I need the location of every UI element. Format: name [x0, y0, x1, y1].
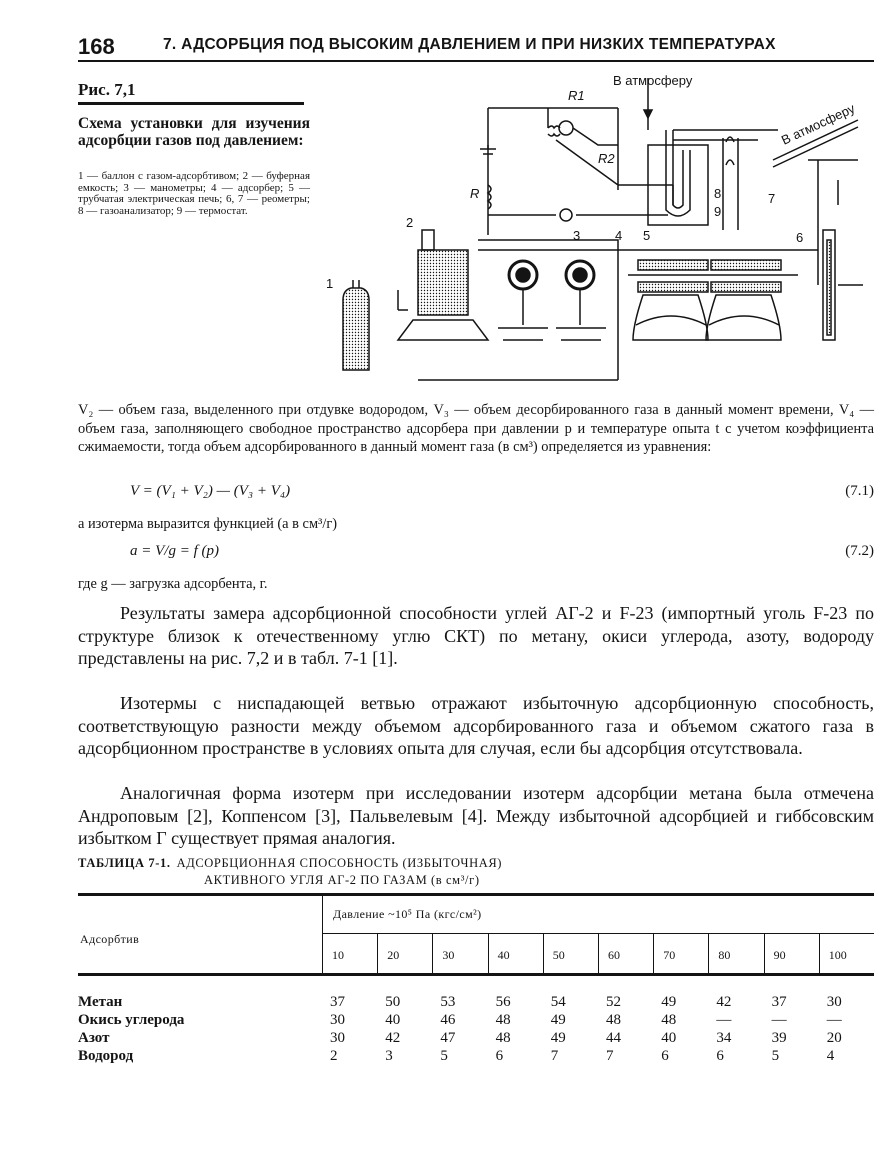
table-cell: 30	[330, 1012, 345, 1028]
table-stub-header: Адсорбтив	[80, 932, 140, 946]
table-cell: 30	[826, 994, 842, 1010]
table-pressure-header: 60	[608, 948, 620, 962]
label-r1: R1	[568, 88, 585, 103]
table-cell: 44	[606, 1030, 621, 1046]
table-cell: 49	[661, 994, 677, 1010]
label-8: 8	[714, 186, 722, 201]
label-5: 5	[643, 228, 651, 243]
table-row-name: Окись углерода	[78, 1012, 185, 1028]
table-cell: 48	[661, 1012, 677, 1028]
table-cell: 7	[550, 1048, 559, 1064]
table-cell: 3	[385, 1048, 393, 1064]
table-column-divider	[432, 933, 433, 973]
table-cell: 39	[771, 1030, 787, 1046]
table-cell: 7	[606, 1048, 614, 1064]
label-r2: R2	[598, 151, 615, 166]
table-cell: 49	[550, 1012, 566, 1028]
table-column-divider	[377, 933, 378, 973]
table-cell: 54	[550, 994, 566, 1010]
figure-label: Рис. 7,1	[78, 80, 136, 99]
table-pressure-header: 50	[552, 948, 565, 962]
table-row-name: Метан	[78, 994, 123, 1010]
table-cell: 34	[716, 1030, 732, 1046]
table-caption-line1: АДСОРБЦИОННАЯ СПОСОБНОСТЬ (ИЗБЫТОЧНАЯ)	[176, 856, 503, 870]
table-row-name: Водород	[78, 1048, 134, 1064]
table-pressure-header: 30	[442, 948, 455, 962]
label-to-atmosphere-1: В атмосферу	[613, 73, 693, 88]
table-cell: 40	[385, 1012, 401, 1028]
rheometer-6	[823, 230, 835, 340]
table-column-divider	[708, 933, 709, 973]
equation-number-7-2: (7.2)	[845, 543, 874, 559]
label-7: 7	[768, 191, 776, 206]
paragraph-results: Результаты замера адсорбционной способности углей АГ-2 и F-23 (импортный уголь F-23 по структуре близок к отечественному углю СКТ) по метану, окиси углерода, азоту, водороду представлены на рис. 7,2 и в табл. 7-1 [1].	[78, 603, 874, 668]
paragraph-volumes: V₂ — объем газа, выделенного при отдувке водородом, V₃ — объем десорбированного газа в данный момент времени, V₄ — объем газа, заполняющего свободное пространство адсорбера при давлении p и температуре опыта t с учетом коэффициента сжимаемости, тогда объем адсорбированного в данный момент газа (в см³) определяется из уравнения:	[78, 402, 874, 455]
figure-legend: 1 — баллон с газом-адсорбтивом; 2 — буферная емкость; 3 — манометры; 4 — адсорбер; 5 — трубчатая электрическая печь; 6, 7 — реометры; 8 — газоанализатор; 9 — термостат.	[78, 170, 310, 217]
paragraph-isotherms: Изотермы с ниспадающей ветвью отражают избыточную адсорбционную способность, соответствующую разности между объемом адсорбированного газа и объемом сжатого газа в адсорбционном пространстве в условиях опыта для случая, если бы адсорбция отсутствовала.	[78, 693, 874, 758]
table-top-rule	[78, 893, 874, 896]
page-number: 168	[78, 34, 115, 59]
table-group-header: Давление ~10⁵ Па (кгс/см²)	[333, 907, 482, 921]
label-to-atmosphere-2: В атмосферу	[778, 100, 858, 148]
buffer-vessel-2	[398, 230, 488, 340]
table-cell: 5	[771, 1048, 780, 1064]
table-pressure-header: 90	[773, 948, 786, 962]
table-cell: 48	[606, 1012, 621, 1028]
table-cell: 37	[330, 994, 345, 1010]
table-column-divider	[488, 933, 489, 973]
label-1: 1	[326, 276, 334, 291]
equation-7-1: V = (V₁ + V₂) — (V₃ + V₄)	[130, 483, 291, 499]
label-2: 2	[406, 215, 414, 230]
table-header-rule	[78, 973, 874, 976]
table-cell: 52	[606, 994, 621, 1010]
table-column-divider	[543, 933, 544, 973]
label-r: R	[470, 186, 480, 201]
table-pressure-header: 100	[828, 948, 847, 962]
table-cell: 6	[661, 1048, 669, 1064]
label-6: 6	[796, 230, 804, 245]
table-pressure-header: 20	[387, 948, 400, 962]
table-cell: 53	[440, 994, 456, 1010]
table-cell: 30	[330, 1030, 345, 1046]
table-caption	[78, 855, 502, 889]
table-cell: 48	[495, 1012, 511, 1028]
table-cell: 56	[495, 994, 511, 1010]
table-cell: 49	[550, 1030, 566, 1046]
table-cell: 6	[716, 1048, 724, 1064]
table-pressure-header: 40	[497, 948, 510, 962]
table-cell: —	[716, 1012, 732, 1028]
table-column-divider	[764, 933, 765, 973]
table-pressure-header: 10	[332, 948, 344, 962]
equation-7-2: a = V/g = f (p)	[130, 543, 219, 559]
label-4: 4	[615, 228, 623, 243]
table-caption-line2: АКТИВНОГО УГЛЯ АГ-2 ПО ГАЗАМ (в см³/г)	[204, 873, 480, 887]
chapter-title: 7. АДСОРБЦИЯ ПОД ВЫСОКИМ ДАВЛЕНИЕМ И ПРИ НИЗКИХ ТЕМПЕРАТУРАХ	[163, 36, 776, 53]
table-cell: 50	[385, 994, 401, 1010]
table-cell: 46	[440, 1012, 456, 1028]
header-rule	[78, 60, 874, 62]
table-cell: 5	[440, 1048, 448, 1064]
table-cell: 6	[495, 1048, 504, 1064]
paragraph-analogy: Аналогичная форма изотерм при исследовании изотерм адсорбции метана была отмечена Андроповым [2], Коппенсом [3], Пальвелевым [4]. Между избыточной адсорбцией и гиббсовским избытком Г существует прямая аналогия.	[78, 783, 874, 848]
electric-circuit	[480, 108, 673, 235]
gas-analyzer-8	[723, 137, 738, 230]
table-column-divider	[819, 933, 820, 973]
figure-title: Схема установки для изучения адсорбции газов под давлением:	[78, 115, 310, 149]
table-cell: 2	[330, 1048, 338, 1064]
paragraph-isotherm: а изотерма выразится функцией (a в см³/г)	[78, 516, 338, 532]
label-9: 9	[714, 204, 722, 219]
apparatus-diagram	[318, 70, 874, 395]
label-3: 3	[573, 228, 581, 243]
table-caption-label: ТАБЛИЦА 7-1.	[78, 856, 171, 870]
table-cell: 47	[440, 1030, 456, 1046]
table-cell: —	[771, 1012, 787, 1028]
table-cell: 40	[661, 1030, 677, 1046]
table-cell: 4	[826, 1048, 835, 1064]
table-column-divider	[598, 933, 599, 973]
table-cell: —	[826, 1012, 842, 1028]
gas-cylinder-1	[343, 280, 369, 370]
equation-number-7-1: (7.1)	[845, 483, 874, 499]
table-cell: 37	[771, 994, 787, 1010]
table-cell: 48	[495, 1030, 511, 1046]
manometers-3	[498, 261, 606, 340]
table-cell: 42	[716, 994, 732, 1010]
furnace-5	[628, 260, 798, 340]
table-cell: 20	[826, 1030, 842, 1046]
figure-rule	[78, 102, 304, 105]
table-row-name: Азот	[78, 1030, 110, 1046]
thermostat-9	[648, 130, 708, 225]
table-column-divider	[653, 933, 654, 973]
paragraph-loading: где g — загрузка адсорбента, г.	[78, 576, 268, 592]
table-pressure-header: 70	[663, 948, 676, 962]
table-pressure-header: 80	[718, 948, 731, 962]
vent-arrow-icon	[644, 110, 652, 118]
table-cell: 42	[385, 1030, 401, 1046]
